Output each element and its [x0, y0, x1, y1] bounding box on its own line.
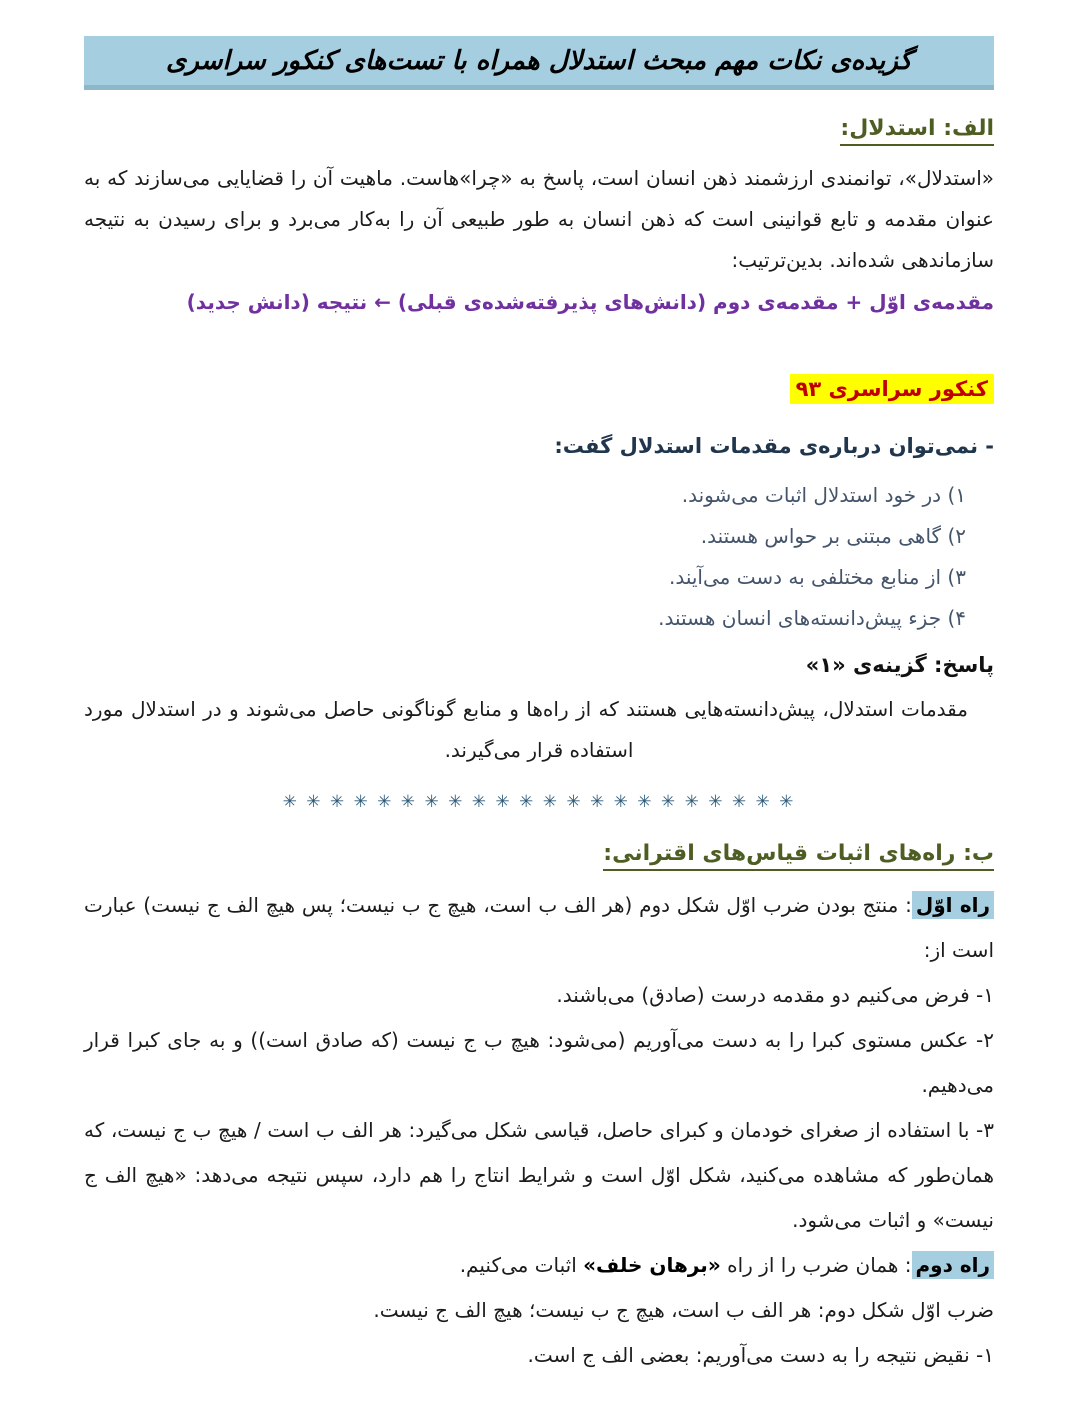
option-2: ۲) گاهی مبتنی بر حواس هستند. [700, 524, 966, 548]
way2-step-1: ۱- نقیض نتیجه را به دست می‌آوریم: بعضی الف ج است. [527, 1343, 994, 1367]
way1-highlight-label: راه اوّل [912, 891, 994, 919]
document-title-bar [84, 36, 994, 90]
reasoning-formula: مقدمه‌ی اوّل + مقدمه‌ی دوم (دانش‌های پذیرفته‌شده‌ی قبلی) ← نتیجه (دانش جدید) [186, 290, 994, 314]
exam-question: - نمی‌توان درباره‌ی مقدمات استدلال گفت: [554, 434, 994, 458]
way2-text-post: اثبات می‌کنیم. [459, 1253, 584, 1277]
way2-highlight-label: راه دوم [912, 1251, 995, 1279]
asterisk-separator: ✳ ✳ ✳ ✳ ✳ ✳ ✳ ✳ ✳ ✳ ✳ ✳ ✳ ✳ ✳ ✳ ✳ ✳ ✳ ✳ ✳ ✳ [282, 792, 796, 812]
option-1: ۱) در خود استدلال اثبات می‌شوند. [681, 483, 966, 507]
section-a-heading [84, 116, 994, 146]
way2-text-pre: : همان ضرب را از راه [720, 1253, 912, 1277]
options-list [84, 475, 994, 639]
way1-step-2: ۲- عکس مستوی کبرا را به دست می‌آوریم (می‌شود: هیچ ب ج نیست (که صادق است)) و به جای کبرا قرار می‌دهیم. [84, 1028, 994, 1097]
exam-year-badge: کنکور سراسری ۹۳ [790, 374, 994, 404]
exam-badge-row [84, 371, 994, 409]
way1-text: : منتج بودن ضرب اوّل شکل دوم (هر الف ب است، هیچ ج ب نیست؛ پس هیچ الف ج نیست) عبارت است از: [84, 893, 994, 962]
second-figure-mood-line: ضرب اوّل شکل دوم: هر الف ب است، هیچ ج ب نیست؛ هیچ الف ج نیست. [373, 1298, 994, 1322]
answer-label: پاسخ: گزینه‌ی «۱» [805, 653, 994, 677]
section-a-heading-text: الف: استدلال: [840, 116, 994, 146]
section-b-heading [84, 841, 994, 871]
way1-paragraph [84, 883, 994, 973]
way1-step-3: ۳- با استفاده از صغرای خودمان و کبرای حاصل، قیاسی شکل می‌گیرد: هر الف ب است / هیچ ب ج نیست، که همان‌طور که مشاهده می‌کنید، شکل اوّل است و شرایط انتاج را هم دارد، سپس نتیجه می‌دهد: «هیچ الف ج نیست» و اثبات می‌شود. [84, 1118, 994, 1232]
section-a-paragraph: «استدلال»، توانمندی ارزشمند ذهن انسان است، پاسخ به «چرا»هاست. ماهیت آن را قضایایی می‌سازند که به عنوان مقدمه و تابع قوانینی است که ذهن انسان به طور طبیعی آن را به‌کار می‌برد و برای رسیدن به نتیجه سازماندهی شده‌اند. بدین‌ترتیب: [84, 166, 994, 272]
section-b-heading-text: ب: راه‌های اثبات قیاس‌های اقترانی: [603, 841, 994, 871]
way2-paragraph [84, 1243, 994, 1288]
answer-explanation: مقدمات استدلال، پیش‌دانسته‌هایی هستند که از راه‌ها و منابع گوناگونی حاصل می‌شوند و در استدلال مورد استفاده قرار می‌گیرند. [84, 697, 968, 762]
way1-step-1: ۱- فرض می‌کنیم دو مقدمه درست (صادق) می‌باشند. [556, 983, 994, 1007]
way2-bold-term: «برهان خلف» [583, 1253, 721, 1277]
document-title: گزیده‌ی نکات مهم مبحث استدلال همراه با تست‌های کنکور سراسری [166, 45, 913, 76]
option-3: ۳) از منابع مختلفی به دست می‌آیند. [668, 565, 966, 589]
option-4: ۴) جزء پیش‌دانسته‌های انسان هستند. [658, 606, 966, 630]
